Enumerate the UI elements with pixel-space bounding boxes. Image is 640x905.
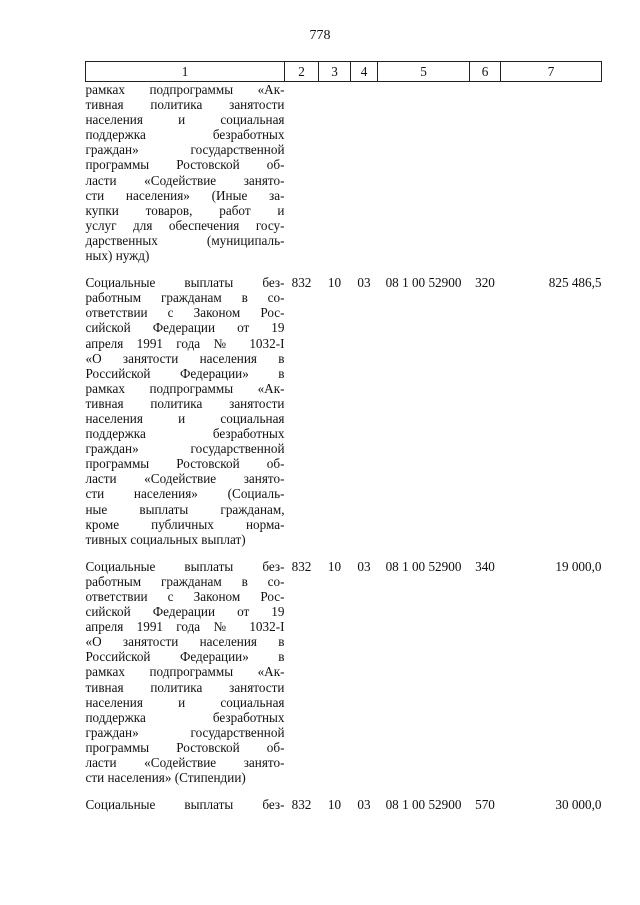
description-line: сийской Федерации от 19 <box>85 320 285 336</box>
description-line: программы Ростовской об- <box>85 456 285 472</box>
description-line: ных) нужд) <box>85 248 150 264</box>
description-line: поддержка безработных <box>85 127 285 143</box>
description-line: Социальные выплаты без- <box>85 558 285 574</box>
description-line: услуг для обеспечения госу- <box>85 217 285 233</box>
description-line: тивная политика занятости <box>85 97 285 113</box>
admin-code-cell: 832 <box>291 275 312 291</box>
section-code-cell: 10 <box>327 275 342 291</box>
description-line: дарственных (муниципаль- <box>85 232 285 248</box>
description-line: ответствии с Законом Рос- <box>85 589 285 604</box>
column-header-6: 6 <box>470 62 501 82</box>
description-line: ответствии с Законом Рос- <box>85 305 285 321</box>
amount-cell: 19 000,0 <box>555 558 602 574</box>
header-row <box>86 62 602 82</box>
target-article-cell: 08 1 00 52900 <box>385 275 462 291</box>
column-header-1: 1 <box>86 62 285 82</box>
expense-type-cell: 570 <box>475 797 495 813</box>
target-article-cell <box>378 82 470 264</box>
column-header-3: 3 <box>319 62 351 82</box>
section-code-cell: 10 <box>327 797 342 813</box>
budget-table <box>85 61 602 812</box>
description-line: тивная политика занятости <box>85 679 285 695</box>
amount-cell <box>501 82 602 264</box>
description-line: Российской Федерации» в <box>85 649 285 665</box>
description-line: рамках подпрограммы «Ак- <box>85 664 285 680</box>
subsection-code-cell: 03 <box>357 275 371 291</box>
row-description <box>86 82 285 264</box>
description-line: работным гражданам в со- <box>85 290 285 306</box>
description-line: апреля 1991 года № 1032-I <box>85 619 285 635</box>
description-line: рамках подпрограммы «Ак- <box>85 380 285 396</box>
admin-code-cell <box>285 82 319 264</box>
column-header-7: 7 <box>501 62 602 82</box>
description-line: программы Ростовской об- <box>85 157 285 173</box>
description-line: «О занятости населения в <box>85 634 285 650</box>
page-number: 778 <box>309 28 331 43</box>
description-line: тивная политика занятости <box>85 395 285 411</box>
description-line: граждан» государственной <box>85 142 285 158</box>
target-article-cell: 08 1 00 52900 <box>385 797 462 813</box>
description-line: работным гражданам в со- <box>85 573 285 589</box>
row-description <box>86 547 285 785</box>
target-article-cell: 08 1 00 52900 <box>385 558 462 574</box>
subsection-code-cell: 03 <box>357 558 371 574</box>
column-header-2: 2 <box>285 62 319 82</box>
description-line: сийской Федерации от 19 <box>85 604 285 620</box>
subsection-code-cell: 03 <box>357 797 371 813</box>
description-line: рамках подпрограммы «Ак- <box>85 82 285 97</box>
description-line: ласти «Содействие занято- <box>85 755 285 771</box>
description-line: кроме публичных норма- <box>85 516 285 532</box>
description-line: поддержка безработных <box>85 426 285 442</box>
description-line: «О занятости населения в <box>85 350 285 366</box>
admin-code-cell: 832 <box>291 797 312 813</box>
column-header-5: 5 <box>378 62 470 82</box>
table-row <box>86 82 602 264</box>
description-line: сти населения» (Социаль- <box>85 486 285 502</box>
description-line: ласти «Содействие занято- <box>85 172 285 188</box>
table-row <box>86 263 602 547</box>
description-line: граждан» государственной <box>85 724 285 740</box>
column-header-4: 4 <box>351 62 378 82</box>
section-code-cell: 10 <box>327 558 342 574</box>
description-line: ные выплаты гражданам, <box>85 501 285 517</box>
description-line: апреля 1991 года № 1032-I <box>85 335 285 351</box>
description-line: сти населения» (Иные за- <box>85 187 285 203</box>
description-line: программы Ростовской об- <box>85 739 285 755</box>
amount-cell: 825 486,5 <box>548 275 602 291</box>
description-line: купки товаров, работ и <box>85 202 285 218</box>
expense-type-cell <box>470 82 501 264</box>
row-description <box>86 263 285 547</box>
description-line: населения и социальная <box>85 410 285 426</box>
description-line: населения и социальная <box>85 694 285 710</box>
section-code-cell <box>319 82 351 264</box>
description-line: Социальные выплаты без- <box>85 797 285 813</box>
description-line: граждан» государственной <box>85 441 285 457</box>
expense-type-cell: 340 <box>475 558 495 574</box>
description-line: населения и социальная <box>85 112 285 128</box>
description-line: сти населения» (Стипендии) <box>85 770 246 786</box>
description-line: поддержка безработных <box>85 709 285 725</box>
description-line: Российской Федерации» в <box>85 365 285 381</box>
description-line: тивных социальных выплат) <box>85 531 246 547</box>
admin-code-cell: 832 <box>291 558 312 574</box>
description-line: Социальные выплаты без- <box>85 275 285 291</box>
subsection-code-cell <box>351 82 378 264</box>
amount-cell: 30 000,0 <box>555 797 602 813</box>
table-row <box>86 547 602 785</box>
description-line: ласти «Содействие занято- <box>85 471 285 487</box>
row-description <box>86 785 285 812</box>
table-row <box>86 785 602 812</box>
expense-type-cell: 320 <box>475 275 495 291</box>
